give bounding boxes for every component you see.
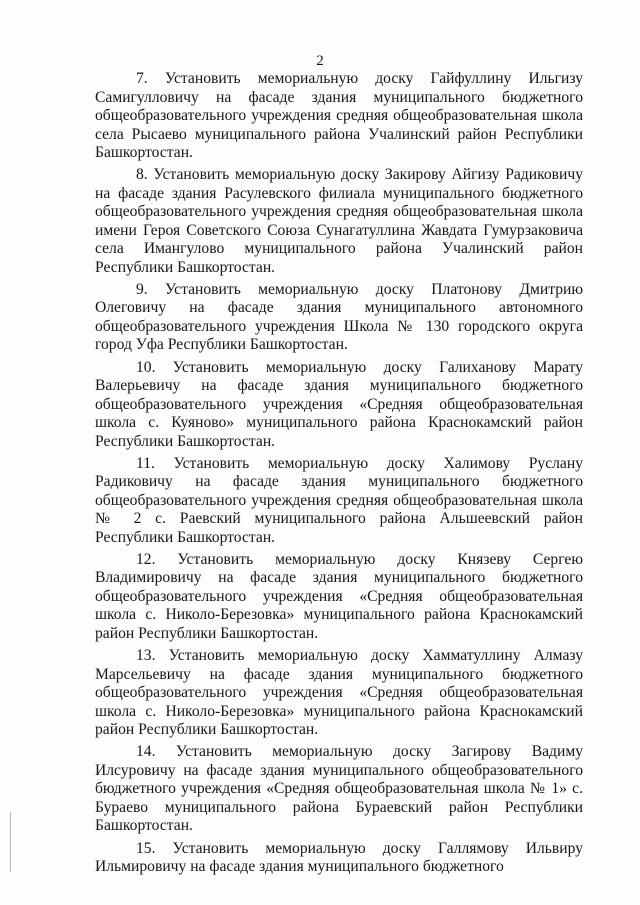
paragraph-item-14: 14. Установить мемориальную доску Загирову Вадиму Илсуровичу на фасаде здания муниципального общеобразовательного бюджетного учреждения «Средняя общеобразовательная школа № 1» с. Бураево муниципального района Бураевский район Республики Башкортостан.: [95, 743, 583, 835]
paragraph-item-11: 11. Установить мемориальную доску Халимову Руслану Радиковичу на фасаде здания муниципального бюджетного общеобразовательного учреждения средняя общеобразовательная школа № 2 с. Раевский муниципального района Альшеевский район Республики Башкортостан.: [95, 454, 583, 546]
paragraph-item-12: 12. Установить мемориальную доску Князеву Сергею Владимировичу на фасаде здания муниципального бюджетного общеобразовательного учреждения «Средняя общеобразовательная школа с. Николо-Березовка» муниципального района Краснокамский район Республики Башкортостан.: [95, 550, 583, 642]
paragraph-item-7: 7. Установить мемориальную доску Гайфуллину Ильгизу Самигулловичу на фасаде здания муниципального бюджетного общеобразовательного учреждения средняя общеобразовательная школа села Рысаево муниципального района Учалинский район Республики Башкортостан.: [95, 70, 583, 161]
paragraph-item-10: 10. Установить мемориальную доску Галиханову Марату Валерьевичу на фасаде здания муниципального бюджетного общеобразовательного учреждения «Средняя общеобразовательная школа с. Куяново» муниципального района Краснокамский район Республики Башкортостан.: [95, 358, 583, 450]
paragraph-item-15: 15. Установить мемориальную доску Галлямову Ильвиру Ильмировичу на фасаде здания муниципального бюджетного: [95, 839, 583, 875]
paragraph-item-8: 8. Установить мемориальную доску Закирову Айгизу Радиковичу на фасаде здания Расулевского филиала муниципального бюджетного общеобразовательного учреждения средняя общеобразовательная школа имени Героя Советского Союза Сунагатуллина Жавдата Гумурзаковича села Имангулово муниципального района Учалинский район Республики Башкортостан.: [95, 166, 583, 276]
paragraph-item-9: 9. Установить мемориальную доску Платонову Дмитрию Олеговичу на фасаде здания муниципального автономного общеобразовательного учреждения Школа № 130 городского округа город Уфа Республики Башкортостан.: [95, 280, 583, 354]
paragraph-item-13: 13. Установить мемориальную доску Хамматуллину Алмазу Марсельевичу на фасаде здания муниципального бюджетного общеобразовательного учреждения «Средняя общеобразовательная школа с. Николо-Березовка» муниципального района Краснокамский район Республики Башкортостан.: [95, 647, 583, 739]
page-number: 2: [316, 53, 324, 69]
scan-edge-mark: [10, 812, 11, 872]
document-body: [95, 70, 583, 880]
